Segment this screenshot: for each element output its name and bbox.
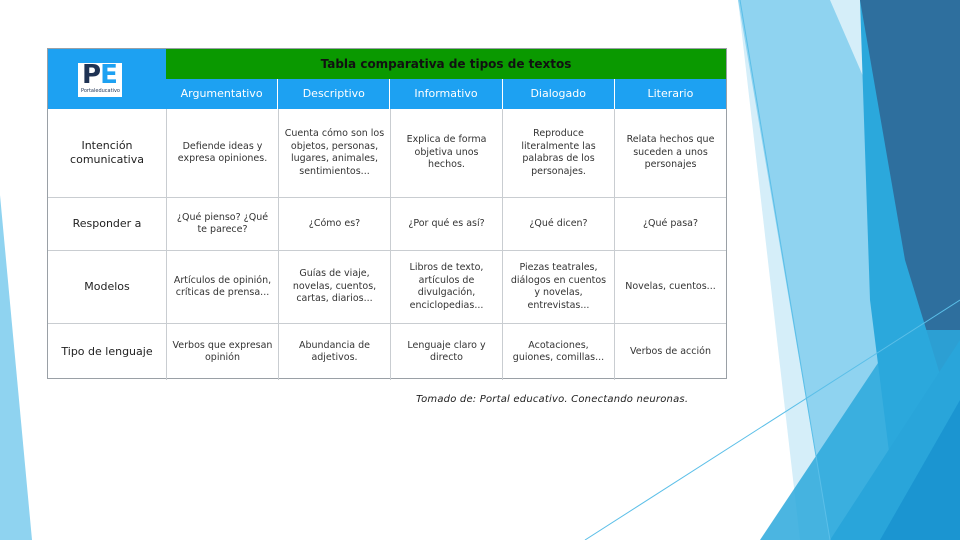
- column-header-dialogado: Dialogado: [502, 79, 614, 109]
- column-header-informativo: Informativo: [389, 79, 501, 109]
- table-cell: Piezas teatrales, diálogos en cuentos y novelas, entrevistas...: [502, 251, 614, 323]
- logo-cell: [48, 49, 166, 109]
- table-cell: ¿Cómo es?: [278, 198, 390, 250]
- table-cell: ¿Por qué es así?: [390, 198, 502, 250]
- comparison-table-figure: [47, 48, 727, 379]
- logo-letter-e: E: [100, 60, 117, 90]
- table-row: [48, 323, 726, 380]
- left-light-triangle: [0, 195, 32, 540]
- table-cell: Artículos de opinión, críticas de prensa...: [166, 251, 278, 323]
- table-cell: Cuenta cómo son los objetos, personas, lugares, animales, sentimientos...: [278, 109, 390, 197]
- table-cell: ¿Qué pienso? ¿Qué te parece?: [166, 198, 278, 250]
- source-caption: Tomado de: Portal educativo. Conectando neuronas.: [416, 394, 689, 405]
- table-cell: ¿Qué pasa?: [614, 198, 726, 250]
- table-row: [48, 197, 726, 250]
- table-cell: Explica de forma objetiva unos hechos.: [390, 109, 502, 197]
- logo-letter-p: P: [82, 60, 101, 90]
- table-cell: ¿Qué dicen?: [502, 198, 614, 250]
- row-label: Intención comunicativa: [70, 139, 144, 166]
- table-row: [48, 250, 726, 323]
- table-cell: Novelas, cuentos...: [614, 251, 726, 323]
- table-cell: Abundancia de adjetivos.: [278, 324, 390, 380]
- row-label: Tipo de lenguaje: [61, 345, 153, 358]
- logo-subtitle: Portaleducativo: [81, 88, 120, 94]
- row-label: Modelos: [84, 280, 130, 293]
- table-cell: Verbos de acción: [614, 324, 726, 380]
- table-cell: Verbos que expresan opinión: [166, 324, 278, 380]
- column-header-row: [166, 79, 726, 109]
- table-body: [48, 109, 726, 378]
- column-header-argumentativo: Argumentativo: [180, 87, 263, 100]
- column-header-descriptivo: Descriptivo: [277, 79, 389, 109]
- portal-educativo-logo: [78, 60, 122, 97]
- table-cell: Relata hechos que suceden a unos personajes: [614, 109, 726, 197]
- table-cell: Guías de viaje, novelas, cuentos, cartas, diarios...: [278, 251, 390, 323]
- table-cell: Acotaciones, guiones, comillas...: [502, 324, 614, 380]
- column-header-literario: Literario: [614, 79, 726, 109]
- table-cell: Defiende ideas y expresa opiniones.: [166, 109, 278, 197]
- table-title: Tabla comparativa de tipos de textos: [166, 49, 726, 79]
- table-cell: Lenguaje claro y directo: [390, 324, 502, 380]
- row-label: Responder a: [72, 217, 142, 230]
- table-row: [48, 109, 726, 197]
- table-cell: Reproduce literalmente las palabras de los personajes.: [502, 109, 614, 197]
- table-cell: Libros de texto, artículos de divulgación, enciclopedias...: [390, 251, 502, 323]
